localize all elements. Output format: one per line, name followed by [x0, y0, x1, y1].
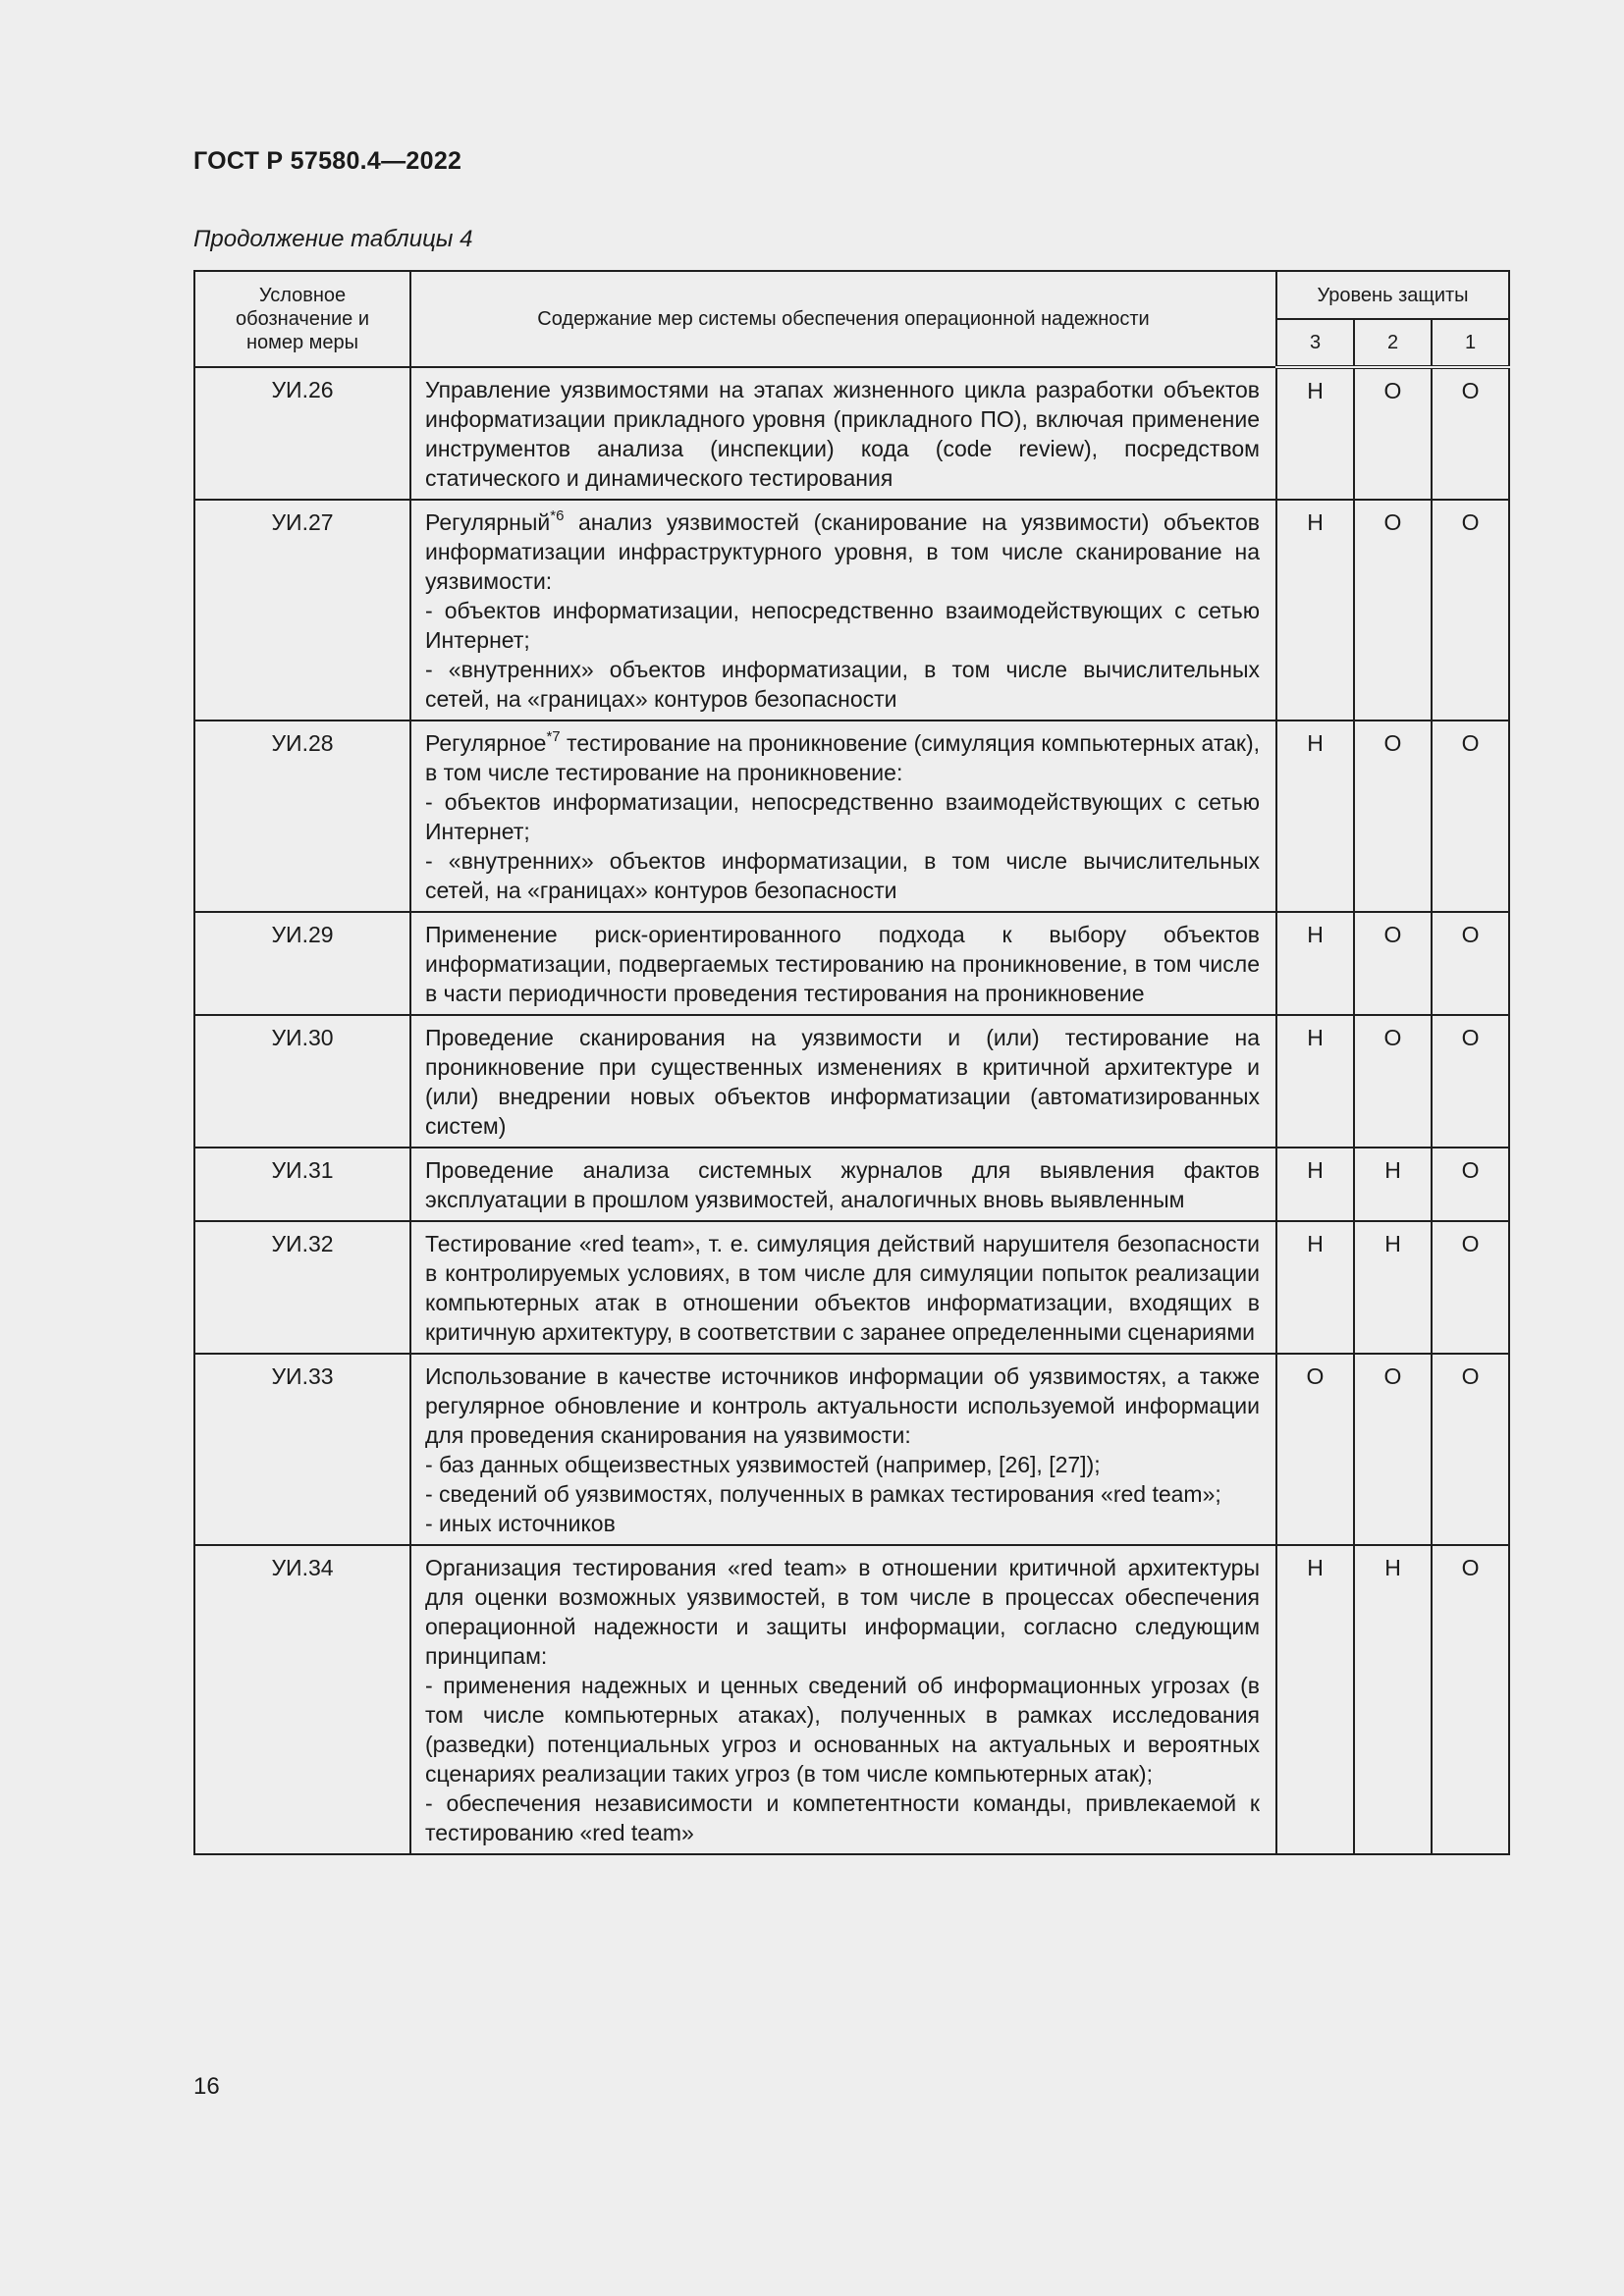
measure-content — [410, 367, 1276, 500]
measure-text: Проведение сканирования на уязвимости и (или) тестирование на проникновение при существенных изменениях в критичной архитектуре и (или) внедрении новых объектов информатизации (автоматизированных систем) — [425, 1025, 1260, 1139]
protection-level-2: О — [1354, 721, 1432, 912]
table-caption: Продолжение таблицы 4 — [193, 226, 473, 252]
protection-level-1: О — [1432, 1148, 1509, 1221]
protection-level-1: О — [1432, 367, 1509, 500]
measure-text: Использование в качестве источников информации об уязвимостях, а также регулярное обновление и контроль актуальности используемой информации для проведения сканирования на уязвимости: — [425, 1363, 1260, 1448]
measure-text: Управление уязвимостями на этапах жизненного цикла разработки объектов информатизации прикладного уровня (прикладного ПО), включая применение инструментов анализа (инспекции) кода (code review), посредством статического и динамического тестирования — [425, 377, 1260, 491]
measure-content — [410, 1545, 1276, 1854]
table-row — [194, 500, 1509, 721]
measure-code: УИ.30 — [194, 1015, 410, 1148]
protection-level-3: Н — [1276, 1148, 1354, 1221]
measure-list-item: - обеспечения независимости и компетентности команды, привлекаемой к тестированию «red team» — [425, 1790, 1260, 1845]
measure-content — [410, 500, 1276, 721]
measure-content — [410, 912, 1276, 1015]
protection-level-3: Н — [1276, 912, 1354, 1015]
protection-level-3: О — [1276, 1354, 1354, 1545]
measure-list-item: - объектов информатизации, непосредственно взаимодействующих с сетью Интернет; — [425, 789, 1260, 844]
table-row — [194, 1148, 1509, 1221]
measure-text: Проведение анализа системных журналов для выявления фактов эксплуатации в прошлом уязвимостей, аналогичных вновь выявленным — [425, 1157, 1260, 1212]
measure-text: Организация тестирования «red team» в отношении критичной архитектуры для оценки возможных уязвимостей, в том числе в процессах обеспечения операционной надежности и защиты информации, согласно следующим принципам: — [425, 1555, 1260, 1669]
measure-list-item: - сведений об уязвимостях, полученных в рамках тестирования «red team»; — [425, 1481, 1221, 1507]
col-header-level-2: 2 — [1354, 319, 1432, 367]
protection-level-2: О — [1354, 1015, 1432, 1148]
measure-text: Регулярный$^{*6}$ анализ уязвимостей (сканирование на уязвимости) объектов информатизации инфраструктурного уровня, в том числе сканирование на уязвимости: — [425, 507, 1260, 594]
table-row — [194, 367, 1509, 500]
measure-code: УИ.32 — [194, 1221, 410, 1354]
footnote-ref: *6 — [550, 507, 565, 525]
protection-level-2: О — [1354, 367, 1432, 500]
table-row — [194, 1221, 1509, 1354]
table-row — [194, 1545, 1509, 1854]
protection-level-3: Н — [1276, 1015, 1354, 1148]
protection-level-2: О — [1354, 1354, 1432, 1545]
protection-level-2: Н — [1354, 1148, 1432, 1221]
protection-level-3: Н — [1276, 721, 1354, 912]
col-header-code: Условное обозначение и номер меры — [194, 271, 410, 367]
measure-content — [410, 1221, 1276, 1354]
measure-code: УИ.27 — [194, 500, 410, 721]
measure-code: УИ.33 — [194, 1354, 410, 1545]
measure-content — [410, 721, 1276, 912]
measure-content — [410, 1015, 1276, 1148]
measure-text: Применение риск-ориентированного подхода к выбору объектов информатизации, подвергаемых тестированию на проникновение, в том числе в части периодичности проведения тестирования на проникновение — [425, 922, 1260, 1006]
page-number: 16 — [193, 2073, 220, 2100]
footnote-ref: *7 — [546, 728, 561, 746]
measure-text: Регулярное$^{*7}$ тестирование на проникновение (симуляция компьютерных атак), в том числе тестирование на проникновение: — [425, 728, 1260, 785]
table-row — [194, 721, 1509, 912]
measure-text: Тестирование «red team», т. е. симуляция действий нарушителя безопасности в контролируемых условиях, в том числе для симуляции попыток реализации компьютерных атак в отношении объектов информатизации, входящих в критичную архитектуру, в соответствии с заранее определенными сценариями — [425, 1231, 1260, 1345]
col-header-level: Уровень защиты — [1276, 271, 1509, 319]
table-row — [194, 1015, 1509, 1148]
measure-code: УИ.31 — [194, 1148, 410, 1221]
measure-list-item: - «внутренних» объектов информатизации, в том числе вычислительных сетей, на «границах» контуров безопасности — [425, 657, 1260, 712]
measure-list-item: - «внутренних» объектов информатизации, в том числе вычислительных сетей, на «границах» контуров безопасности — [425, 848, 1260, 903]
measure-content — [410, 1354, 1276, 1545]
measures-table — [193, 270, 1510, 1855]
protection-level-1: О — [1432, 1545, 1509, 1854]
measure-list-item: - баз данных общеизвестных уязвимостей (например, [26], [27]); — [425, 1452, 1101, 1477]
protection-level-1: О — [1432, 500, 1509, 721]
measure-code: УИ.29 — [194, 912, 410, 1015]
measure-list-item: - иных источников — [425, 1511, 616, 1536]
protection-level-3: Н — [1276, 1545, 1354, 1854]
col-header-content: Содержание мер системы обеспечения операционной надежности — [410, 271, 1276, 367]
measure-content — [410, 1148, 1276, 1221]
protection-level-1: О — [1432, 912, 1509, 1015]
measure-code: УИ.34 — [194, 1545, 410, 1854]
protection-level-3: Н — [1276, 500, 1354, 721]
protection-level-1: О — [1432, 1354, 1509, 1545]
col-header-level-3: 3 — [1276, 319, 1354, 367]
col-header-level-1: 1 — [1432, 319, 1509, 367]
protection-level-2: Н — [1354, 1221, 1432, 1354]
measure-list-item: - объектов информатизации, непосредственно взаимодействующих с сетью Интернет; — [425, 598, 1260, 653]
protection-level-1: О — [1432, 1015, 1509, 1148]
measure-code: УИ.28 — [194, 721, 410, 912]
measure-list-item: - применения надежных и ценных сведений об информационных угрозах (в том числе компьютерных атаках), полученных в рамках исследования (разведки) потенциальных угроз и основанных на актуальных и вероятных сценариях реализации таких угроз (в том числе компьютерных атак); — [425, 1673, 1260, 1787]
table-row — [194, 1354, 1509, 1545]
protection-level-2: Н — [1354, 1545, 1432, 1854]
protection-level-2: О — [1354, 500, 1432, 721]
table-row — [194, 912, 1509, 1015]
protection-level-3: Н — [1276, 1221, 1354, 1354]
protection-level-1: О — [1432, 721, 1509, 912]
protection-level-2: О — [1354, 912, 1432, 1015]
protection-level-1: О — [1432, 1221, 1509, 1354]
protection-level-3: Н — [1276, 367, 1354, 500]
document-code: ГОСТ Р 57580.4—2022 — [193, 147, 462, 175]
measure-code: УИ.26 — [194, 367, 410, 500]
